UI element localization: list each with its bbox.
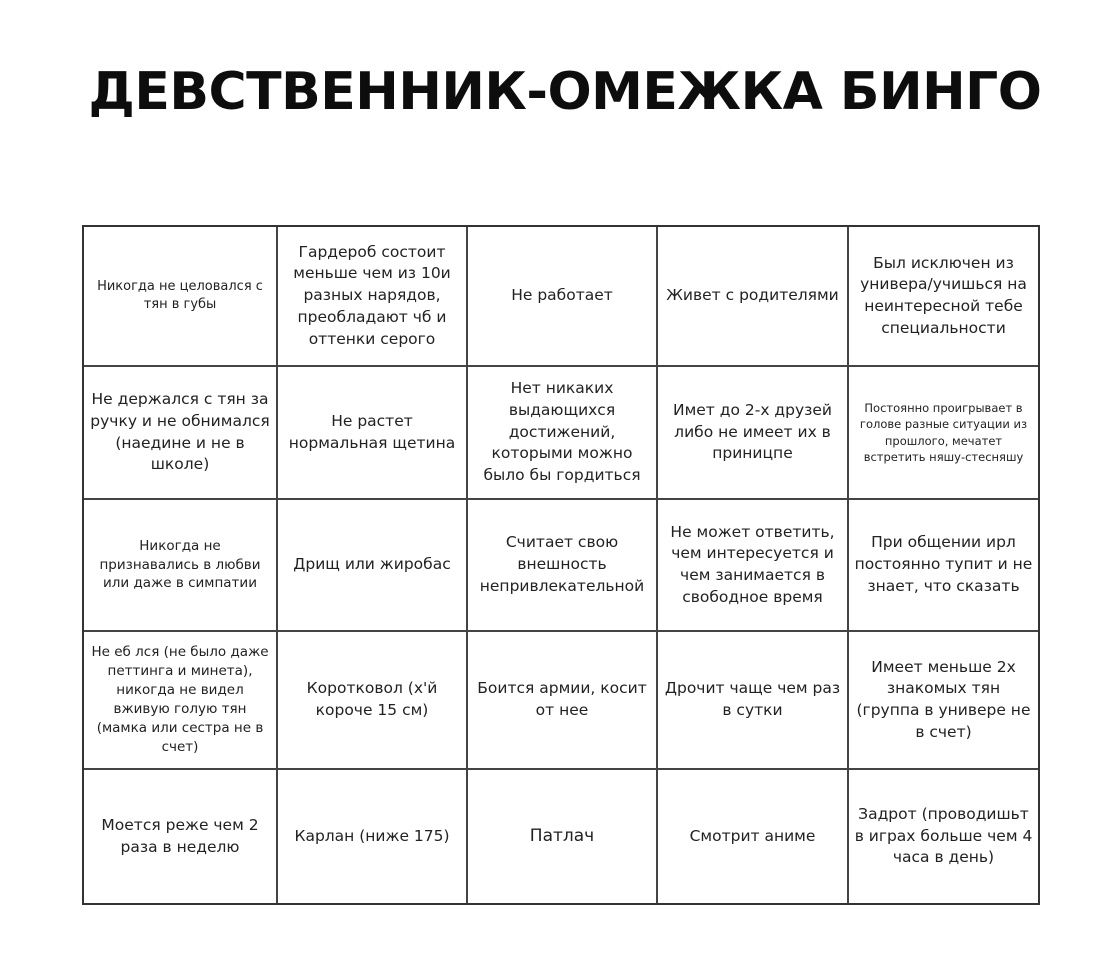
bingo-cell: Моется реже чем 2 раза в неделю (84, 770, 278, 903)
page-title: ДЕВСТВЕННИК-ОМЕЖКА БИНГО (88, 62, 1042, 122)
bingo-cell: Не держался с тян за ручку и не обнимался (наедине и не в школе) (84, 367, 278, 500)
bingo-cell: Был исключен из универа/учишься на неинтересной тебе специальности (849, 227, 1038, 367)
bingo-cell: Постоянно проигрывает в голове разные ситуации из прошлого, мечатет встретить няшу-стесняшу (849, 367, 1038, 500)
bingo-cell: Имет до 2-х друзей либо не имеет их в приницпе (658, 367, 849, 500)
bingo-cell: Карлан (ниже 175) (278, 770, 468, 903)
bingo-cell: Гардероб состоит меньше чем из 10и разных нарядов, преобладают чб и оттенки серого (278, 227, 468, 367)
bingo-cell: При общении ирл постоянно тупит и не знает, что сказать (849, 500, 1038, 632)
bingo-cell: Дрочит чаще чем раз в сутки (658, 632, 849, 770)
bingo-cell: Нет никаких выдающихся достижений, которыми можно было бы гордиться (468, 367, 658, 500)
bingo-cell: Патлач (468, 770, 658, 903)
bingo-cell: Не еб лся (не было даже петтинга и минета), никогда не видел вживую голую тян (мамка или сестра не в счет) (84, 632, 278, 770)
bingo-cell: Не может ответить, чем интересуется и чем занимается в свободное время (658, 500, 849, 632)
bingo-cell: Не работает (468, 227, 658, 367)
bingo-cell: Считает свою внешность непривлекательной (468, 500, 658, 632)
bingo-cell: Дрищ или жиробас (278, 500, 468, 632)
bingo-cell: Задрот (проводишьт в играх больше чем 4 часа в день) (854, 804, 1033, 867)
bingo-cell: Смотрит аниме (658, 770, 849, 903)
bingo-cell: Имеет меньше 2х знакомых тян (группа в универе не в счет) (849, 632, 1038, 770)
bingo-cell: Никогда не признавались в любви или даже в симпатии (84, 500, 278, 632)
bingo-grid (82, 225, 1040, 905)
bingo-cell: Никогда не целовался с тян в губы (84, 227, 278, 367)
bingo-cell: Боится армии, косит от нее (468, 632, 658, 770)
bingo-cell: Живет с родителями (658, 227, 849, 367)
bingo-cell: Коротковол (х'й короче 15 см) (278, 632, 468, 770)
bingo-cell: Не растет нормальная щетина (278, 367, 468, 500)
